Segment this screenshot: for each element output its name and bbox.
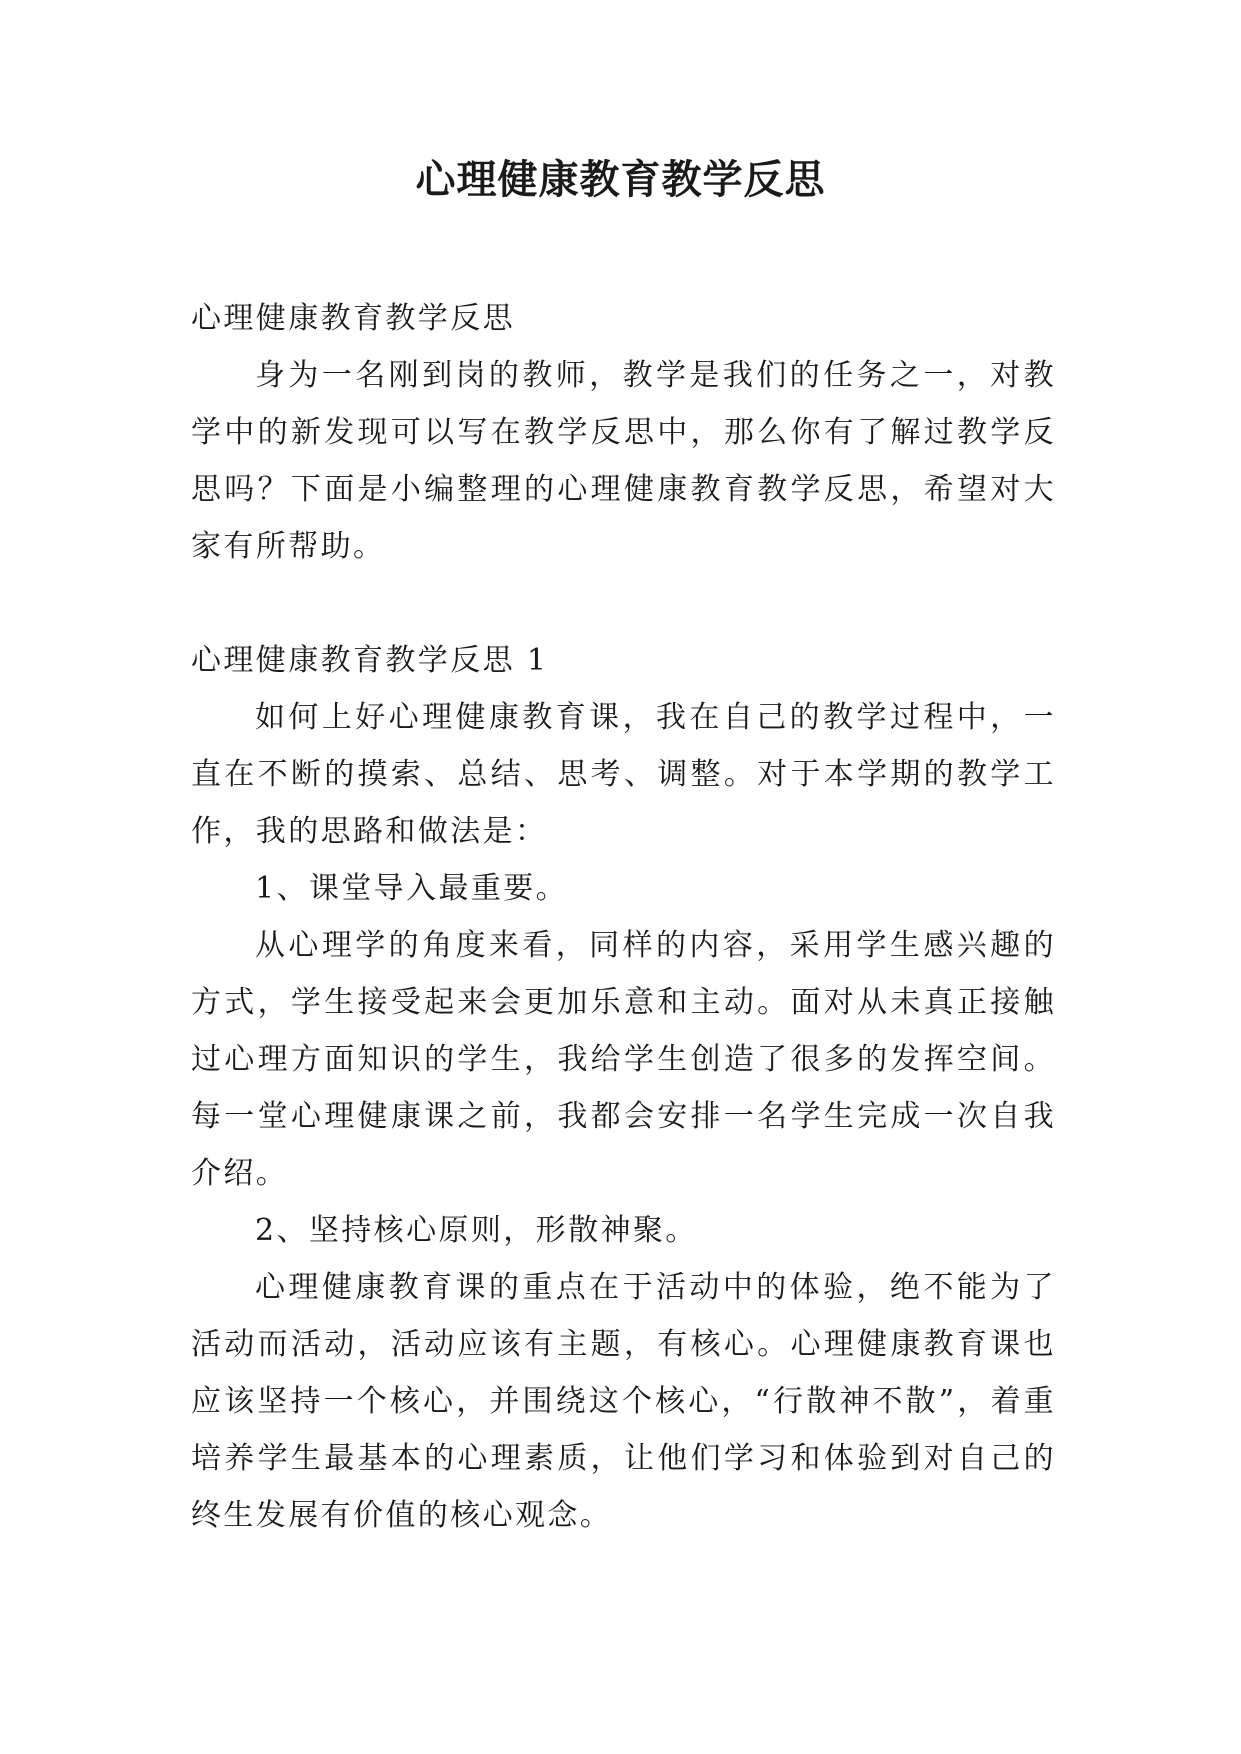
section-spacer (191, 575, 1056, 632)
section1-paragraph: 如何上好心理健康教育课，我在自己的教学过程中，一直在不断的摸索、总结、思考、调整。对于本学期的教学工作，我的思路和做法是： (191, 700, 1056, 849)
section1-point-1: 1、课堂导入最重要。 (255, 871, 569, 906)
section1-paragraph: 从心理学的角度来看，同样的内容，采用学生感兴趣的方式，学生接受起来会更加乐意和主动。面对从未真正接触过心理方面知识的学生，我给学生创造了很多的发挥空间。每一堂心理健康课之前，我都会安排一名学生完成一次自我介绍。 (191, 928, 1056, 1191)
section1-heading: 心理健康教育教学反思 1 (191, 643, 549, 678)
document-title: 心理健康教育教学反思 (415, 157, 826, 203)
section1-point-2: 2、坚持核心原则，形散神聚。 (255, 1213, 698, 1248)
intro-heading: 心理健康教育教学反思 (191, 301, 515, 336)
document-body (191, 290, 1056, 1544)
section1-paragraph: 心理健康教育课的重点在于活动中的体验，绝不能为了活动而活动，活动应该有主题，有核心。心理健康教育课也应该坚持一个核心，并围绕这个核心，“行散神不散”，着重培养学生最基本的心理素质，让他们学习和体验到对自己的终生发展有价值的核心观念。 (191, 1270, 1056, 1533)
intro-paragraph: 身为一名刚到岗的教师，教学是我们的任务之一，对教学中的新发现可以写在教学反思中，那么你有了解过教学反思吗？下面是小编整理的心理健康教育教学反思，希望对大家有所帮助。 (191, 358, 1056, 564)
